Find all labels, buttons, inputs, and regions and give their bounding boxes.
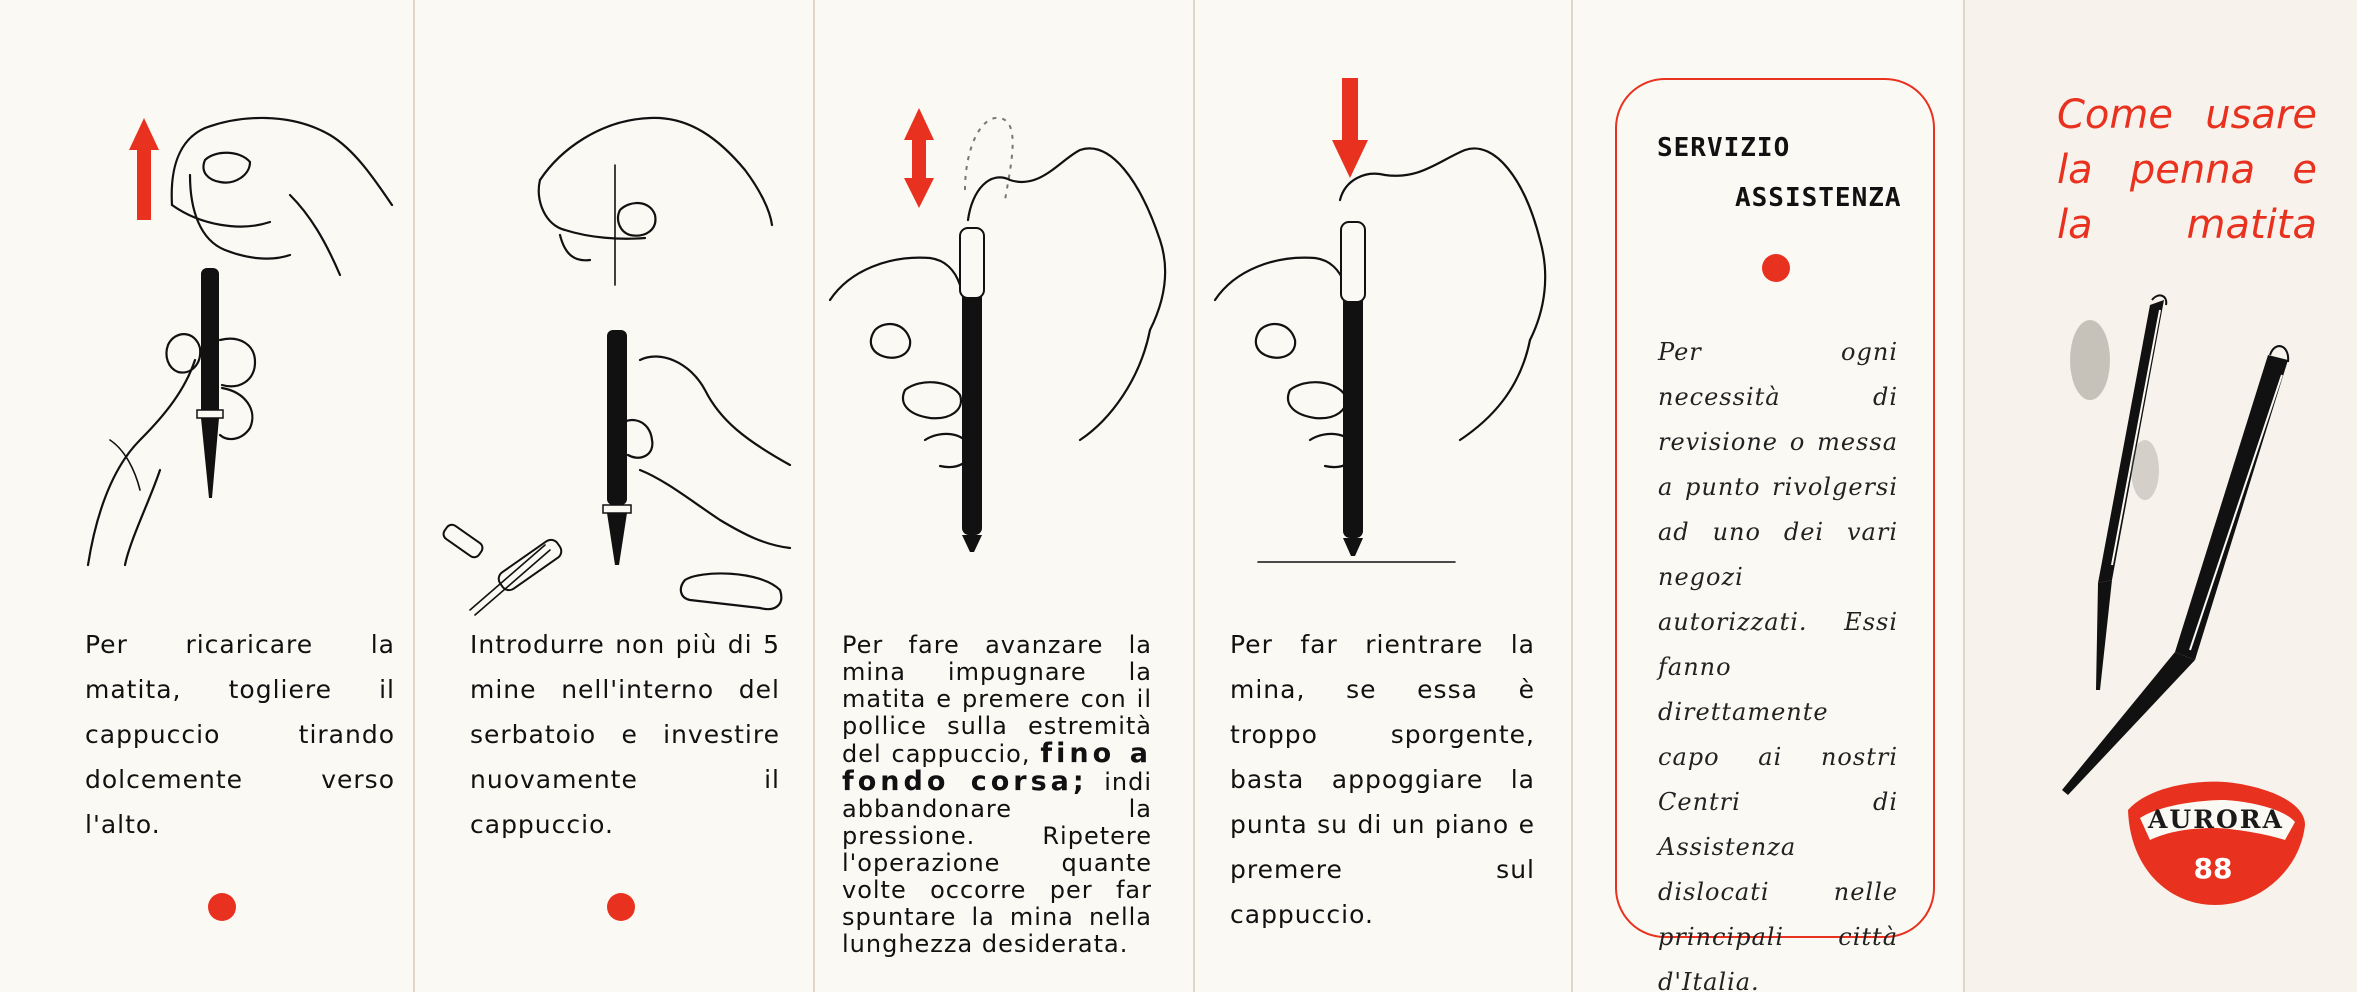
instruction-insert: Introdurre non più di 5 mine nell'interno del serbatoio e investire nuovamente il cappuccio. xyxy=(470,630,780,839)
cover-title-line1: Come usare xyxy=(2057,92,2317,138)
hand-illustration-advance xyxy=(830,148,1165,467)
arrow-up-down-icon xyxy=(904,108,934,208)
instruction-advance xyxy=(842,632,1152,958)
instruction-advance-part1: Per fare avanzare la mina impugnare la matita e premere con il pollice sulla estremità del cappuccio, xyxy=(842,631,1152,768)
service-title-line1: SERVIZIO xyxy=(1657,133,1791,163)
pencil-illustration-advance xyxy=(960,228,984,552)
lead-refills-illustration xyxy=(441,522,564,615)
cover-title-line2: la penna e xyxy=(2057,147,2317,193)
hand-illustration-insert xyxy=(539,118,772,285)
aurora-logo xyxy=(2128,782,2305,905)
instruction-retract: Per far rientrare la mina, se essa è troppo sporgente, basta appoggiare la punta su di un piano e premere sul cappuccio. xyxy=(1230,630,1535,929)
cover-title xyxy=(2057,88,2317,253)
thumb-outline-dotted xyxy=(965,118,1013,200)
instruction-advance-emphasis: fino a fondo corsa; xyxy=(842,738,1152,797)
decorative-dot xyxy=(208,893,236,921)
cover-title-line3: la matita xyxy=(2057,202,2317,248)
instruction-advance-part2: indi abbandonare la pressione. Ripetere l'operazione quante volte occorre per far spuntare la mina nella lunghezza desiderata. xyxy=(842,768,1152,958)
hand-illustration-reload-lower xyxy=(88,334,255,565)
pencil-illustration-retract xyxy=(1341,222,1365,556)
hand-illustration-insert-lower xyxy=(620,357,790,548)
arrow-down-icon xyxy=(1332,78,1368,178)
pencil-illustration-insert xyxy=(603,330,631,565)
decorative-dot xyxy=(1762,254,1790,282)
cap-illustration xyxy=(681,573,781,609)
service-body: Per ogni necessità di revisione o messa a punto rivolgersi ad uno dei vari negozi autorizzati. Essi fanno direttamente capo ai nostri Centri di Assistenza dislocati nelle principali città d'Italia. xyxy=(1658,338,1898,996)
logo-brand: AURORA xyxy=(2148,805,2284,834)
pen-illustration-cover xyxy=(2062,346,2288,795)
pencil-illustration-reload xyxy=(197,268,223,498)
decorative-dot xyxy=(607,893,635,921)
instruction-reload: Per ricaricare la matita, togliere il cappuccio tirando dolcemente verso l'alto. xyxy=(85,630,395,839)
arrow-up-icon xyxy=(129,118,159,220)
logo-model: 88 xyxy=(2193,852,2233,885)
service-title-line2: ASSISTENZA xyxy=(1735,183,1902,213)
hand-illustration-retract xyxy=(1215,148,1545,467)
hand-illustration-reload xyxy=(172,118,392,275)
